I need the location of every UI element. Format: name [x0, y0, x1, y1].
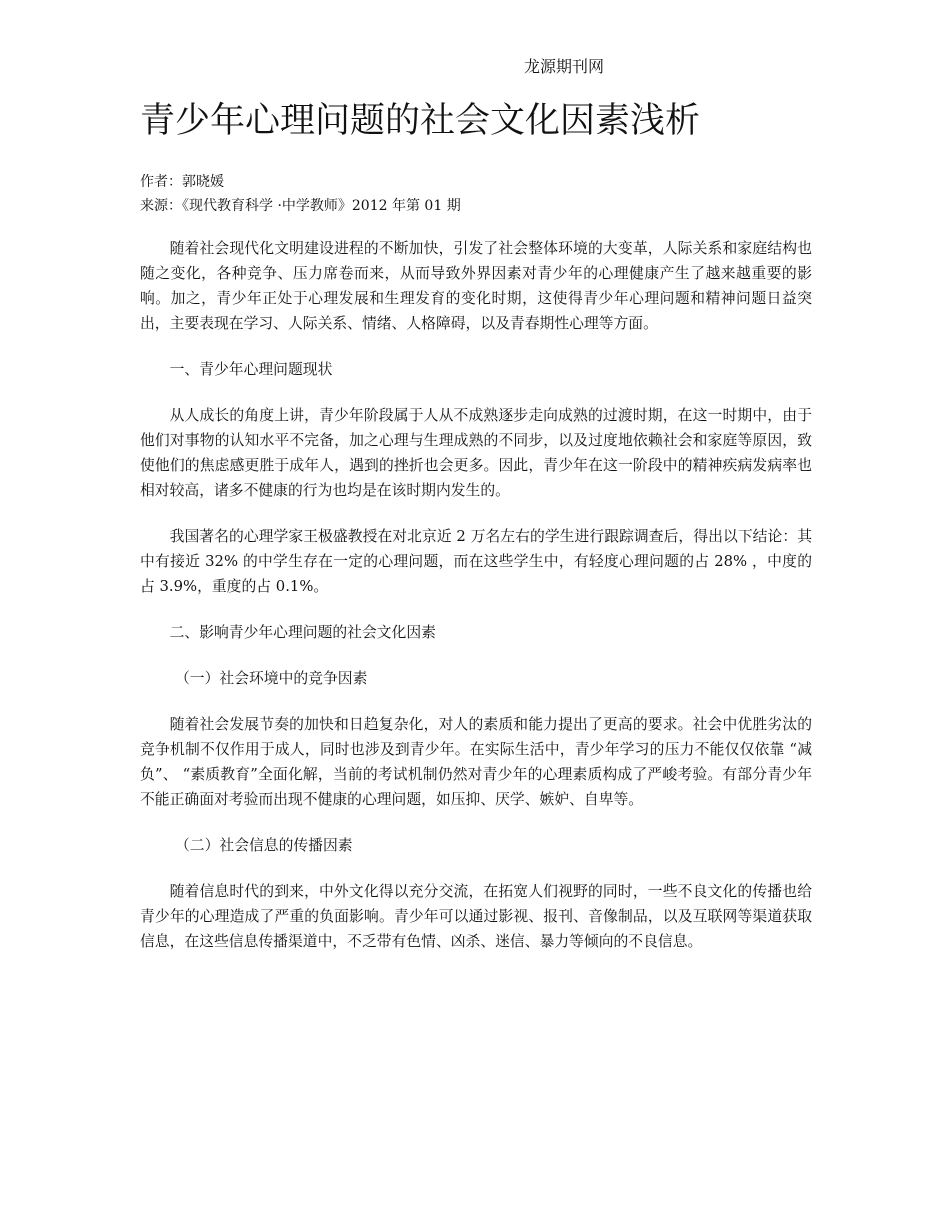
section-heading-2: 二、影响青少年心理问题的社会文化因素 — [169, 624, 436, 641]
section-heading-1: 一、青少年心理问题现状 — [169, 361, 333, 378]
section1-paragraph-1: 从人成长的角度上讲，青少年阶段属于人从不成熟逐步走向成熟的过渡时期，在这一时期中，由于他们对事物的认知水平不完备，加之心理与生理成熟的不同步，以及过度地依赖社会和家庭等原因，致使他们的焦虑感更胜于成年人，遇到的挫折也会更多。因此，青少年在这一阶段中的精神疾病发病率也相对较高，诸多不健康的行为也均是在该时期内发生的。 — [140, 407, 812, 499]
subsection-heading-1: （一）社会环境中的竞争因素 — [175, 670, 368, 687]
author-line: 作者：郭晓媛 — [140, 174, 224, 190]
section1-paragraph-2: 我国著名的心理学家王极盛教授在对北京近 2 万名左右的学生进行跟踪调查后，得出以下结论：其中有接近 32% 的中学生存在一定的心理问题，而在这些学生中，有轻度心理问题的占 28% ，中度的占 3.9%，重度的占 0.1%。 — [140, 528, 812, 595]
site-name: 龙源期刊网 — [524, 57, 605, 76]
source-line: 来源：《现代教育科学 ·中学教师》2012 年第 01 期 — [140, 198, 461, 214]
intro-paragraph: 随着社会现代化文明建设进程的不断加快，引发了社会整体环境的大变革，人际关系和家庭结构也随之变化，各种竞争、压力席卷而来，从而导致外界因素对青少年的心理健康产生了越来越重要的影响。加之，青少年正处于心理发展和生理发育的变化时期，这使得青少年心理问题和精神问题日益突出，主要表现在学习、人际关系、情绪、人格障碍，以及青春期性心理等方面。 — [140, 240, 812, 332]
subsection2-paragraph: 随着信息时代的到来，中外文化得以充分交流，在拓宽人们视野的同时，一些不良文化的传播也给青少年的心理造成了严重的负面影响。青少年可以通过影视、报刊、音像制品，以及互联网等渠道获取信息，在这些信息传播渠道中，不乏带有色情、凶杀、迷信、暴力等倾向的不良信息。 — [140, 883, 812, 950]
subsection-heading-2: （二）社会信息的传播因素 — [175, 837, 353, 854]
article-title: 青少年心理问题的社会文化因素浅析 — [140, 101, 701, 141]
article-body — [140, 236, 812, 975]
subsection1-paragraph: 随着社会发展节奏的加快和日趋复杂化，对人的素质和能力提出了更高的要求。社会中优胜劣汰的竞争机制不仅作用于成人，同时也涉及到青少年。在实际生活中，青少年学习的压力不能仅仅依靠 “减负”、 “素质教育”全面化解，当前的考试机制仍然对青少年的心理素质构成了严峻考验。有部分青少年不能正确面对考验而出现不健康的心理问题，如压抑、厌学、嫉妒、自卑等。 — [140, 716, 812, 808]
